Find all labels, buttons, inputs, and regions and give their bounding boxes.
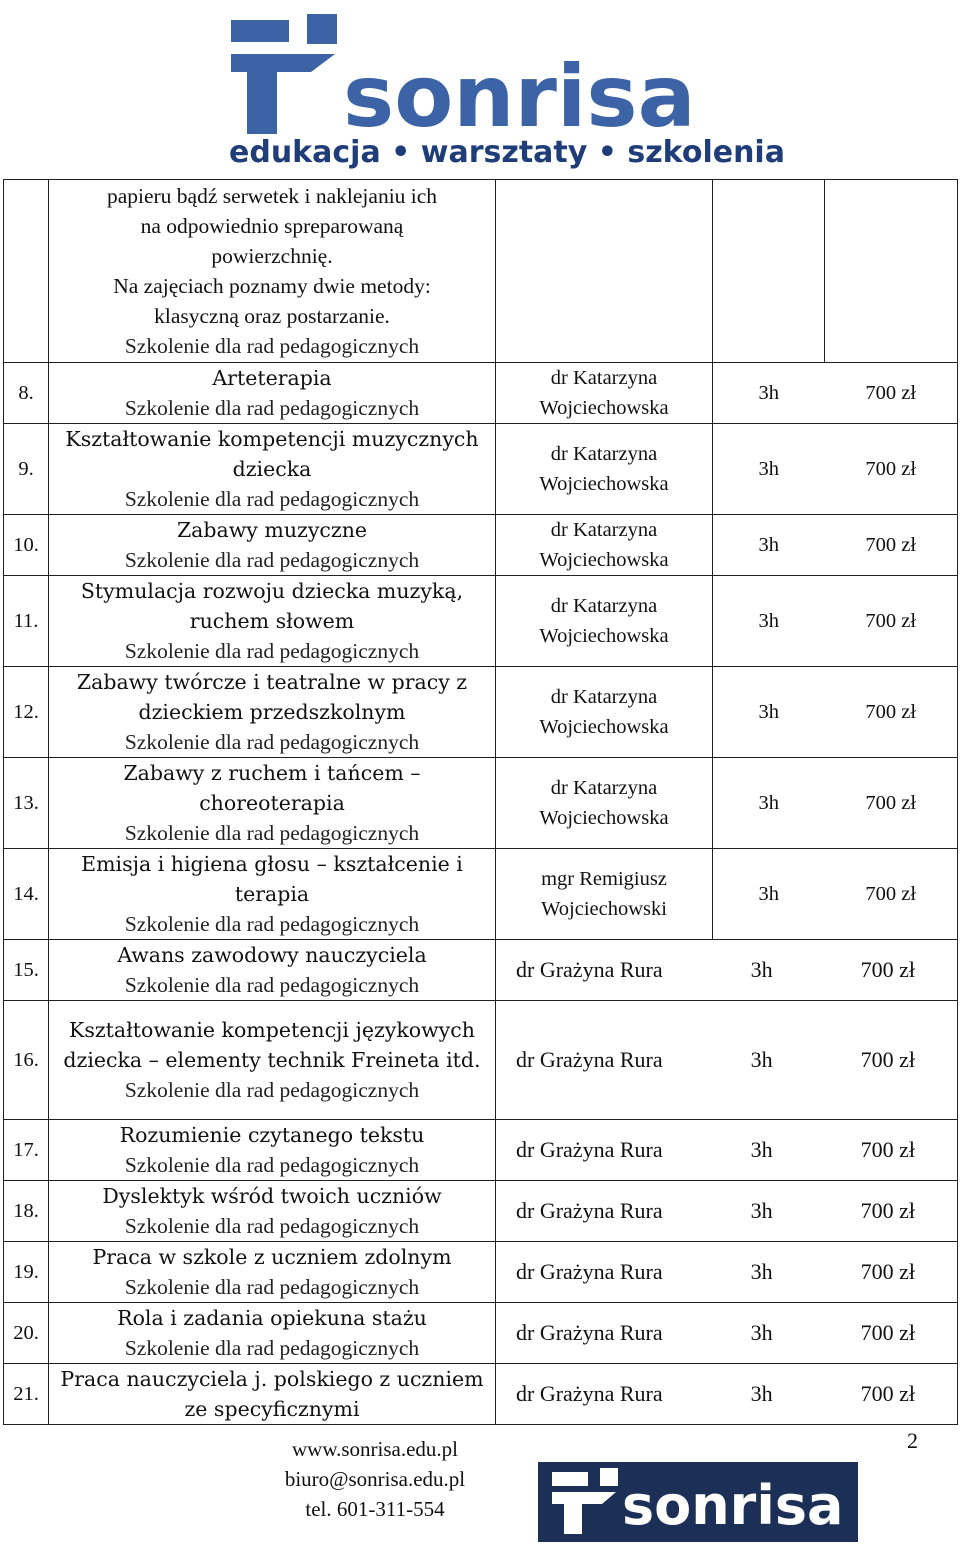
course-cell <box>49 849 496 940</box>
logo-bottom-dot <box>600 1468 618 1486</box>
course-subtitle: Szkolenie dla rad pedagogicznych <box>124 334 420 358</box>
logo-bottom-figure-head <box>552 1472 588 1486</box>
course-cell <box>49 424 496 515</box>
trainer-hours-price-cell <box>496 1303 958 1364</box>
course-subtitle: Szkolenie dla rad pedagogicznych <box>124 730 420 754</box>
hours: 3h <box>758 534 779 556</box>
trainer-name: dr Katarzyna Wojciechowska <box>539 367 669 419</box>
price: 700 zł <box>865 458 917 480</box>
trainer-hours-price-cell <box>496 1001 958 1120</box>
price-cell <box>825 363 958 424</box>
course-subtitle: Szkolenie dla rad pedagogicznych <box>124 1153 420 1177</box>
trainer-name: dr Grażyna Rura <box>516 957 663 982</box>
trainer-name: dr Grażyna Rura <box>516 1259 663 1284</box>
logo-dot <box>307 14 337 44</box>
hours-cell <box>713 363 825 424</box>
intro-description-cell <box>49 180 496 363</box>
hours: 3h <box>750 1198 773 1223</box>
row-number: 15. <box>13 959 39 981</box>
course-cell <box>49 1303 496 1364</box>
table-row <box>4 576 958 667</box>
row-number: 9. <box>18 458 34 480</box>
hours: 3h <box>758 610 779 632</box>
table-row <box>4 1181 958 1242</box>
row-number: 20. <box>13 1322 39 1344</box>
course-cell <box>49 1364 496 1425</box>
price: 700 zł <box>860 1259 915 1284</box>
row-number: 10. <box>13 534 39 556</box>
trainer-cell <box>496 515 713 576</box>
row-number-cell <box>4 849 49 940</box>
price: 700 zł <box>860 1137 915 1162</box>
row-number: 8. <box>18 382 34 404</box>
trainer-name: dr Katarzyna Wojciechowska <box>539 595 669 647</box>
row-number-cell <box>4 363 49 424</box>
hours-cell <box>713 424 825 515</box>
trainer-cell <box>496 180 713 363</box>
course-subtitle: Szkolenie dla rad pedagogicznych <box>124 487 420 511</box>
hours-cell <box>713 849 825 940</box>
price: 700 zł <box>860 1320 915 1345</box>
price: 700 zł <box>865 883 917 905</box>
trainer-name: dr Katarzyna Wojciechowska <box>539 519 669 571</box>
intro-line: powierzchnię. <box>211 244 333 268</box>
hours-cell <box>713 667 825 758</box>
row-number-cell <box>4 424 49 515</box>
price-cell <box>825 180 958 363</box>
course-cell <box>49 1120 496 1181</box>
hours: 3h <box>758 792 779 814</box>
price-cell <box>825 515 958 576</box>
trainer-cell <box>496 424 713 515</box>
table-row <box>4 1364 958 1425</box>
course-subtitle: Szkolenie dla rad pedagogicznych <box>124 639 420 663</box>
price: 700 zł <box>865 382 917 404</box>
row-number-cell <box>4 1120 49 1181</box>
course-cell <box>49 1001 496 1120</box>
trainer-cell <box>496 363 713 424</box>
course-title: Emisja i higiena głosu – kształcenie i terapia <box>81 852 463 906</box>
row-number-cell <box>4 1303 49 1364</box>
course-title: Praca w szkole z uczniem zdolnym <box>92 1245 452 1269</box>
price: 700 zł <box>860 957 915 982</box>
row-number: 16. <box>13 1049 39 1071</box>
hours: 3h <box>758 382 779 404</box>
hours: 3h <box>750 957 773 982</box>
hours: 3h <box>750 1259 773 1284</box>
table-row <box>4 849 958 940</box>
course-cell <box>49 940 496 1001</box>
row-number: 14. <box>13 883 39 905</box>
trainer-name: dr Grażyna Rura <box>516 1381 663 1406</box>
course-subtitle: Szkolenie dla rad pedagogicznych <box>124 912 420 936</box>
course-subtitle: Szkolenie dla rad pedagogicznych <box>124 821 420 845</box>
footer-phone: tel. 601-311-554 <box>305 1497 445 1521</box>
price: 700 zł <box>860 1047 915 1072</box>
trainer-hours-price-cell <box>496 1364 958 1425</box>
table-row <box>4 424 958 515</box>
row-number-cell <box>4 576 49 667</box>
trainer-cell <box>496 849 713 940</box>
price-cell <box>825 849 958 940</box>
intro-line: papieru bądź serwetek i naklejaniu ich <box>106 184 438 208</box>
course-subtitle: Szkolenie dla rad pedagogicznych <box>124 548 420 572</box>
trainer-name: dr Grażyna Rura <box>516 1047 663 1072</box>
row-number: 18. <box>13 1200 39 1222</box>
table-row <box>4 667 958 758</box>
course-subtitle: Szkolenie dla rad pedagogicznych <box>124 1214 420 1238</box>
trainer-name: dr Grażyna Rura <box>516 1137 663 1162</box>
price-cell <box>825 667 958 758</box>
table-row <box>4 1242 958 1303</box>
row-number: 19. <box>13 1261 39 1283</box>
table-row <box>4 1303 958 1364</box>
table-row <box>4 758 958 849</box>
logo-figure-body <box>231 54 335 134</box>
trainer-cell <box>496 667 713 758</box>
row-number: 17. <box>13 1139 39 1161</box>
course-title: Rola i zadania opiekuna stażu <box>117 1306 427 1330</box>
price-cell <box>825 424 958 515</box>
trainer-name: dr Grażyna Rura <box>516 1320 663 1345</box>
table-row <box>4 940 958 1001</box>
hours: 3h <box>750 1381 773 1406</box>
hours-cell <box>713 180 825 363</box>
course-cell <box>49 363 496 424</box>
courses-table <box>3 179 958 1425</box>
hours: 3h <box>750 1137 773 1162</box>
trainer-name: dr Katarzyna Wojciechowska <box>539 777 669 829</box>
course-title: Awans zawodowy nauczyciela <box>117 943 427 967</box>
trainer-hours-price-cell <box>496 1120 958 1181</box>
intro-line: na odpowiednio spreparowaną <box>140 214 404 238</box>
logo-figure-head <box>231 20 289 42</box>
row-number-cell <box>4 1181 49 1242</box>
hours-cell <box>713 576 825 667</box>
row-number: 21. <box>13 1383 39 1405</box>
course-cell <box>49 1181 496 1242</box>
sonrisa-logo-bottom <box>538 1462 858 1542</box>
hours: 3h <box>750 1047 773 1072</box>
course-title: Stymulacja rozwoju dziecka muzyką, ruchem słowem <box>80 579 464 633</box>
hours-cell <box>713 758 825 849</box>
row-number-cell <box>4 1364 49 1425</box>
price: 700 zł <box>865 534 917 556</box>
table-row <box>4 1001 958 1120</box>
hours: 3h <box>758 701 779 723</box>
trainer-name: mgr Remigiusz Wojciechowski <box>541 868 667 920</box>
course-title: Rozumienie czytanego tekstu <box>119 1123 425 1147</box>
hours-cell <box>713 515 825 576</box>
row-number-cell <box>4 180 49 363</box>
course-cell <box>49 758 496 849</box>
row-number-cell <box>4 667 49 758</box>
row-number-cell <box>4 758 49 849</box>
trainer-name: dr Katarzyna Wojciechowska <box>539 686 669 738</box>
course-title: Kształtowanie kompetencji muzycznych dziecka <box>65 427 479 481</box>
course-title: Zabawy z ruchem i tańcem – choreoterapia <box>123 761 421 815</box>
logo-bottom-wordmark: sonrisa <box>622 1474 844 1537</box>
course-cell <box>49 1242 496 1303</box>
row-number-cell <box>4 1242 49 1303</box>
course-subtitle: Szkolenie dla rad pedagogicznych <box>124 973 420 997</box>
logo-tagline: edukacja • warsztaty • szkolenia <box>229 135 785 170</box>
price: 700 zł <box>860 1381 915 1406</box>
intro-line: klasyczną oraz postarzanie. <box>154 304 390 328</box>
table-row <box>4 1120 958 1181</box>
intro-line: Na zajęciach poznamy dwie metody: <box>113 274 431 298</box>
course-title: Arteterapia <box>212 366 332 390</box>
table-row <box>4 363 958 424</box>
course-cell <box>49 515 496 576</box>
sonrisa-logo-top <box>225 14 785 170</box>
course-title: Kształtowanie kompetencji językowych dziecka – elementy technik Freineta itd. <box>63 1018 481 1072</box>
course-subtitle: Szkolenie dla rad pedagogicznych <box>124 1275 420 1299</box>
course-title: Dyslektyk wśród twoich uczniów <box>102 1184 442 1208</box>
hours: 3h <box>750 1320 773 1345</box>
row-number: 13. <box>13 792 39 814</box>
logo-wordmark: sonrisa <box>343 47 696 147</box>
trainer-hours-price-cell <box>496 1181 958 1242</box>
table-row-intro <box>4 180 958 363</box>
price-cell <box>825 758 958 849</box>
trainer-cell <box>496 576 713 667</box>
row-number-cell <box>4 1001 49 1120</box>
course-cell <box>49 576 496 667</box>
footer-email-link[interactable]: biuro@sonrisa.edu.pl <box>284 1467 466 1491</box>
trainer-cell <box>496 758 713 849</box>
course-title: Zabawy muzyczne <box>176 518 368 542</box>
row-number: 11. <box>13 610 39 632</box>
trainer-hours-price-cell <box>496 940 958 1001</box>
course-cell <box>49 667 496 758</box>
hours: 3h <box>758 883 779 905</box>
row-number: 12. <box>13 701 39 723</box>
trainer-hours-price-cell <box>496 1242 958 1303</box>
course-title: Praca nauczyciela j. polskiego z uczniem ze specyficznymi <box>60 1367 484 1421</box>
course-subtitle: Szkolenie dla rad pedagogicznych <box>124 396 420 420</box>
course-subtitle: Szkolenie dla rad pedagogicznych <box>124 1078 420 1102</box>
trainer-name: dr Katarzyna Wojciechowska <box>539 443 669 495</box>
row-number-cell <box>4 515 49 576</box>
price-cell <box>825 576 958 667</box>
footer-website-link[interactable]: www.sonrisa.edu.pl <box>291 1437 459 1461</box>
table-row <box>4 515 958 576</box>
page-number: 2 <box>907 1428 918 1453</box>
price: 700 zł <box>865 610 917 632</box>
price: 700 zł <box>865 792 917 814</box>
row-number-cell <box>4 940 49 1001</box>
footer-contact <box>150 1434 600 1524</box>
hours: 3h <box>758 458 779 480</box>
course-title: Zabawy twórcze i teatralne w pracy z dzieckiem przedszkolnym <box>76 670 468 724</box>
trainer-name: dr Grażyna Rura <box>516 1198 663 1223</box>
price: 700 zł <box>865 701 917 723</box>
course-subtitle: Szkolenie dla rad pedagogicznych <box>124 1336 420 1360</box>
price: 700 zł <box>860 1198 915 1223</box>
